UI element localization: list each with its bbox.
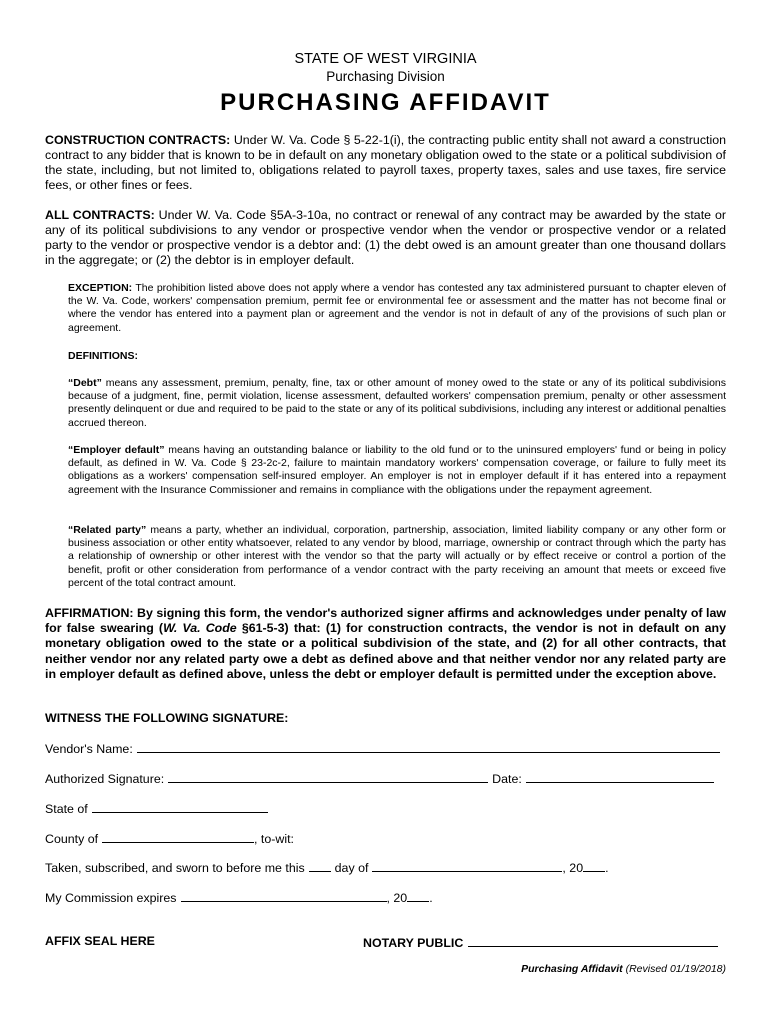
debt-text: means any assessment, premium, penalty, fine, tax or other amount of money owed to the state or any of its political subdivisions because of a judgment, fine, permit violation, license assessment, defaulted workers' compensation premium, penalty or other assessment presently delinquent or due and required to be paid to the state or any of its political subdivisions, including any interest or additional penalties accrued thereon. [68, 377, 726, 429]
exception-text: The prohibition listed above does not apply where a vendor has contested any tax administered pursuant to chapter eleven of the W. Va. Code, workers' compensation premium, permit fee or environmental fee or assessment and the matter has not become final or where the vendor has entered into a payment plan or agreement and the vendor is not in default of any of the provisions of such plan or agreement. [68, 282, 726, 334]
employer-default-term: “Employer default” [68, 444, 165, 456]
footer-revised: (Revised 01/19/2018) [625, 963, 726, 975]
county-row [45, 830, 294, 846]
authorized-signature-label: Authorized Signature: [45, 772, 165, 786]
construction-contracts-label: CONSTRUCTION CONTRACTS: [45, 133, 231, 147]
footer-revision [521, 963, 726, 975]
sworn-period: . [605, 861, 609, 875]
state-heading: STATE OF WEST VIRGINIA [294, 51, 477, 67]
construction-contracts-paragraph [45, 133, 726, 193]
commission-year-prefix: , 20 [386, 891, 408, 905]
commission-field[interactable] [181, 889, 387, 902]
commission-label: My Commission expires [45, 891, 177, 905]
witness-heading: WITNESS THE FOLLOWING SIGNATURE: [45, 711, 289, 725]
affirmation-code: W. Va. Code [163, 621, 237, 636]
to-wit-label: , to-wit: [254, 832, 294, 846]
all-contracts-text: Under W. Va. Code §5A-3-10a, no contract or renewal of any contract may be awarded by the state or any of its political subdivisions to any vendor or prospective vendor when the vendor or prospective vendor or a related party to the vendor or prospective vendor is a debtor and: (1) the debt owed is an amount greater than one thousand dollars in the aggregate; or (2) the debtor is in employer default. [45, 208, 726, 267]
affix-seal-label: AFFIX SEAL HERE [45, 934, 155, 948]
sworn-label: Taken, subscribed, and sworn to before me this [45, 861, 305, 875]
county-field[interactable] [102, 830, 254, 843]
exception-paragraph [68, 282, 726, 335]
affirmation-paragraph [45, 606, 726, 682]
employer-default-definition [68, 444, 726, 497]
vendor-name-field[interactable] [137, 740, 720, 753]
state-of-label: State of [45, 802, 88, 816]
vendor-name-label: Vendor's Name: [45, 742, 133, 756]
authorized-signature-field[interactable] [168, 770, 488, 783]
commission-year-field[interactable] [407, 889, 429, 902]
all-contracts-paragraph [45, 208, 726, 268]
state-row [45, 800, 268, 816]
notary-public-label: NOTARY PUBLIC [363, 936, 464, 950]
division-heading: Purchasing Division [326, 69, 445, 84]
affirmation-text-1: AFFIRMATION: By signing this form, the vendor's authorized signer affirms and acknowledges under penalty of law for false swearing ( [45, 606, 726, 636]
document-title: PURCHASING AFFIDAVIT [220, 89, 551, 116]
footer-title: Purchasing Affidavit [521, 963, 623, 975]
sworn-month-field[interactable] [372, 859, 562, 872]
date-label: Date: [492, 772, 522, 786]
day-of-label: day of [334, 861, 369, 875]
related-party-definition [68, 524, 726, 590]
vendor-name-row [45, 740, 720, 756]
notary-signature-field[interactable] [468, 934, 718, 947]
state-field[interactable] [92, 800, 268, 813]
sworn-year-prefix: , 20 [562, 861, 584, 875]
debt-definition [68, 377, 726, 430]
debt-term: “Debt” [68, 377, 102, 389]
sworn-year-field[interactable] [583, 859, 605, 872]
commission-row [45, 889, 433, 905]
date-field[interactable] [526, 770, 714, 783]
construction-contracts-text: Under W. Va. Code § 5-22-1(i), the contracting public entity shall not award a construction contract to any bidder that is known to be in default on any monetary obligation owed to the state or a political subdivision of the state, including, but not limited to, obligations related to payroll taxes, property taxes, sales and use taxes, fire service fees, or other fines or fees. [45, 133, 726, 192]
definitions-heading: DEFINITIONS: [68, 350, 138, 362]
sworn-row [45, 859, 609, 875]
related-party-text: means a party, whether an individual, corporation, partnership, association, limited liability company or any other form or business association or other entity whatsoever, related to any vendor by blood, marriage, ownership or contract through which the party has a relationship of ownership or other interest with the vendor so that the party will actually or by effect receive or control a portion of the benefit, profit or other consideration from performance of a vendor contract with the party receiving an amount that meets or exceed five percent of the total contract amount. [68, 524, 727, 589]
county-of-label: County of [45, 832, 99, 846]
sworn-day-field[interactable] [309, 859, 331, 872]
exception-label: EXCEPTION: [68, 282, 133, 294]
affirmation-text-2: §61-5-3) that: (1) for construction contracts, the vendor is not in default on any monetary obligation owed to the state or a political subdivision of the state, and (2) for all other contracts, that neither vendor nor any related party owe a debt as defined above and that neither vendor nor any related party are in employer default as defined above, unless the debt or employer default is permitted under the exception above. [45, 621, 727, 681]
signature-row [45, 770, 714, 786]
commission-period: . [429, 891, 433, 905]
seal-row [45, 934, 155, 948]
all-contracts-label: ALL CONTRACTS: [45, 208, 155, 222]
related-party-term: “Related party” [68, 524, 147, 536]
employer-default-text: means having an outstanding balance or liability to the old fund or to the uninsured employers' fund or being in policy default, as defined in W. Va. Code § 23-2c-2, failure to maintain mandatory workers' compensation coverage, or failure to fully meet its obligations as a workers' compensation self-insured employer. An employer is not in employer default if it has entered into a repayment agreement with the Insurance Commissioner and remains in compliance with the obligations under the repayment agreement. [68, 444, 726, 496]
notary-row [363, 934, 718, 950]
